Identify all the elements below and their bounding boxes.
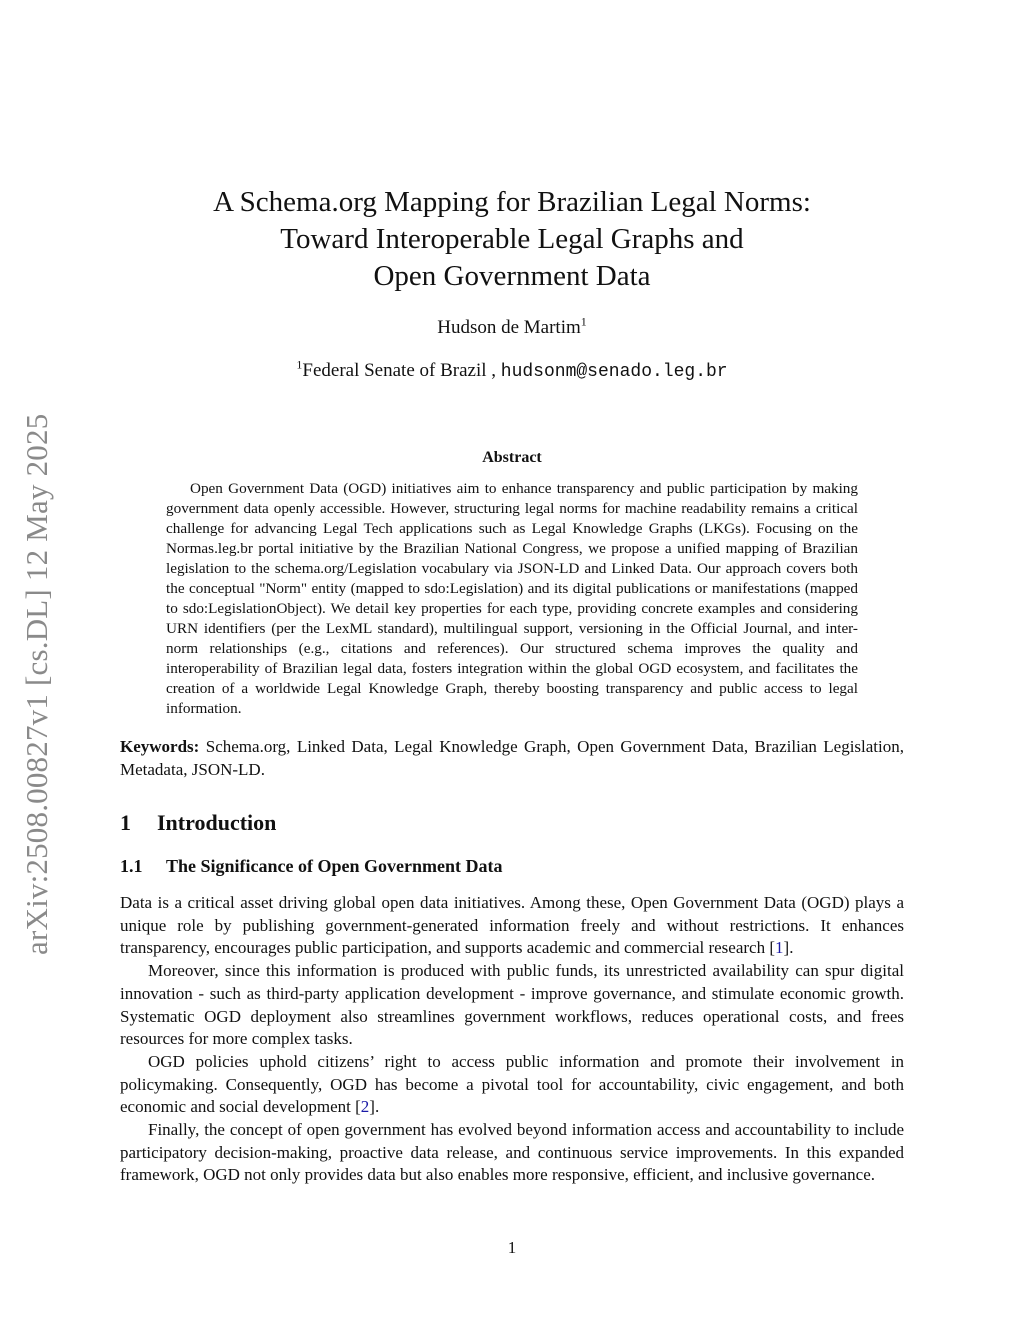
arxiv-identifier: arXiv:2508.00827v1 [cs.DL] 12 May 2025 [19,413,54,955]
section-title: Introduction [157,810,277,835]
body-paragraph: Moreover, since this information is produced with public funds, its unrestricted availability can spur digital innovation - such as third-party application development - improve governance, and stimulate economic growth. Systematic OGD deployment also streamlines government workflows, reduces operational costs, and frees resources for more complex tasks. [120,961,904,1049]
paragraph-text: Data is a critical asset driving global open data initiatives. Among these, Open Government Data (OGD) plays a unique role by publishing government-generated information freely and without restrictions. It enhances transparency, encourages public participation, and supports academic and commercial research [120,893,904,958]
author-line [120,314,904,339]
subsection-title: The Significance of Open Government Data [166,856,503,876]
title-line: Open Government Data [373,260,651,292]
section-number: 1 [120,810,131,835]
subsection-number: 1.1 [120,856,143,876]
keywords [120,735,904,781]
author-affiliation-mark: 1 [580,314,587,329]
subsection-heading [120,856,502,877]
sentence-end: . [789,938,794,958]
citation-bracket: [ [355,1097,361,1117]
body-paragraph [120,892,904,960]
title-line: Toward Interoperable Legal Graphs and [280,223,744,255]
citation-bracket: ] [783,938,790,958]
body-text [120,892,904,1187]
author-name: Hudson de Martim [437,317,581,338]
abstract-heading: Abstract [482,449,542,466]
body-paragraph [120,1051,904,1119]
keywords-label: Keywords: [120,737,200,756]
body-paragraph: Finally, the concept of open government has evolved beyond information access and accountability to include participatory decision-making, proactive data release, and continuous service improvements. In this expanded framework, OGD not only provides data but also enables more responsive, efficient, and inclusive governance. [120,1120,904,1185]
title-line: A Schema.org Mapping for Brazilian Legal Norms: [213,186,811,218]
section-heading-introduction [120,810,276,836]
paragraph-text: OGD policies uphold citizens’ right to access public information and promote their involvement in policymaking. Consequently, OGD has become a pivotal tool for accountability, civic engagement, and both economic and social development [120,1051,904,1117]
affiliation-line [120,357,904,382]
abstract-text: Open Government Data (OGD) initiatives aim to enhance transparency and public participation by making government data openly accessible. However, structuring legal norms for machine readability remains a critical challenge for advancing Legal Tech applications such as Legal Knowledge Graphs (LKGs). Focusing on the Normas.leg.br portal initiative by the Brazilian National Congress, we propose a unified mapping of Brazilian legislation to the schema.org/Legislation vocabulary via JSON-LD and Linked Data. Our approach covers both the conceptual "Norm" entity (mapped to sdo:Legislation) and its digital publications or manifestations (mapped to sdo:LegislationObject). We detail key properties for each type, providing concrete examples and considering URN identifiers (per the LexML standard), multilingual support, versioning in the Official Journal, and inter-norm relationships (e.g., citations and references). Our structured schema improves the quality and interoperability of Brazilian legal data, fosters integration within the global OGD ecosystem, and facilitates the creation of a worldwide Legal Knowledge Graph, thereby boosting transparency and public access to legal information. [166,480,858,717]
affiliation-mark: 1 [296,357,303,372]
citation-bracket: ] [369,1097,375,1117]
page-number: 1 [507,1238,517,1257]
citation-link[interactable]: 2 [360,1097,370,1117]
keywords-list: Schema.org, Linked Data, Legal Knowledge Graph, Open Government Data, Brazilian Legislation, Metadata, JSON-LD. [120,737,905,779]
author-email[interactable]: hudsonm@senado.leg.br [500,362,728,382]
citation-bracket: [ [769,938,776,958]
affiliation-name: Federal Senate of Brazil , [302,360,497,381]
citation-link[interactable]: 1 [775,938,784,958]
sentence-end: . [374,1097,380,1117]
paper-title [120,184,904,295]
